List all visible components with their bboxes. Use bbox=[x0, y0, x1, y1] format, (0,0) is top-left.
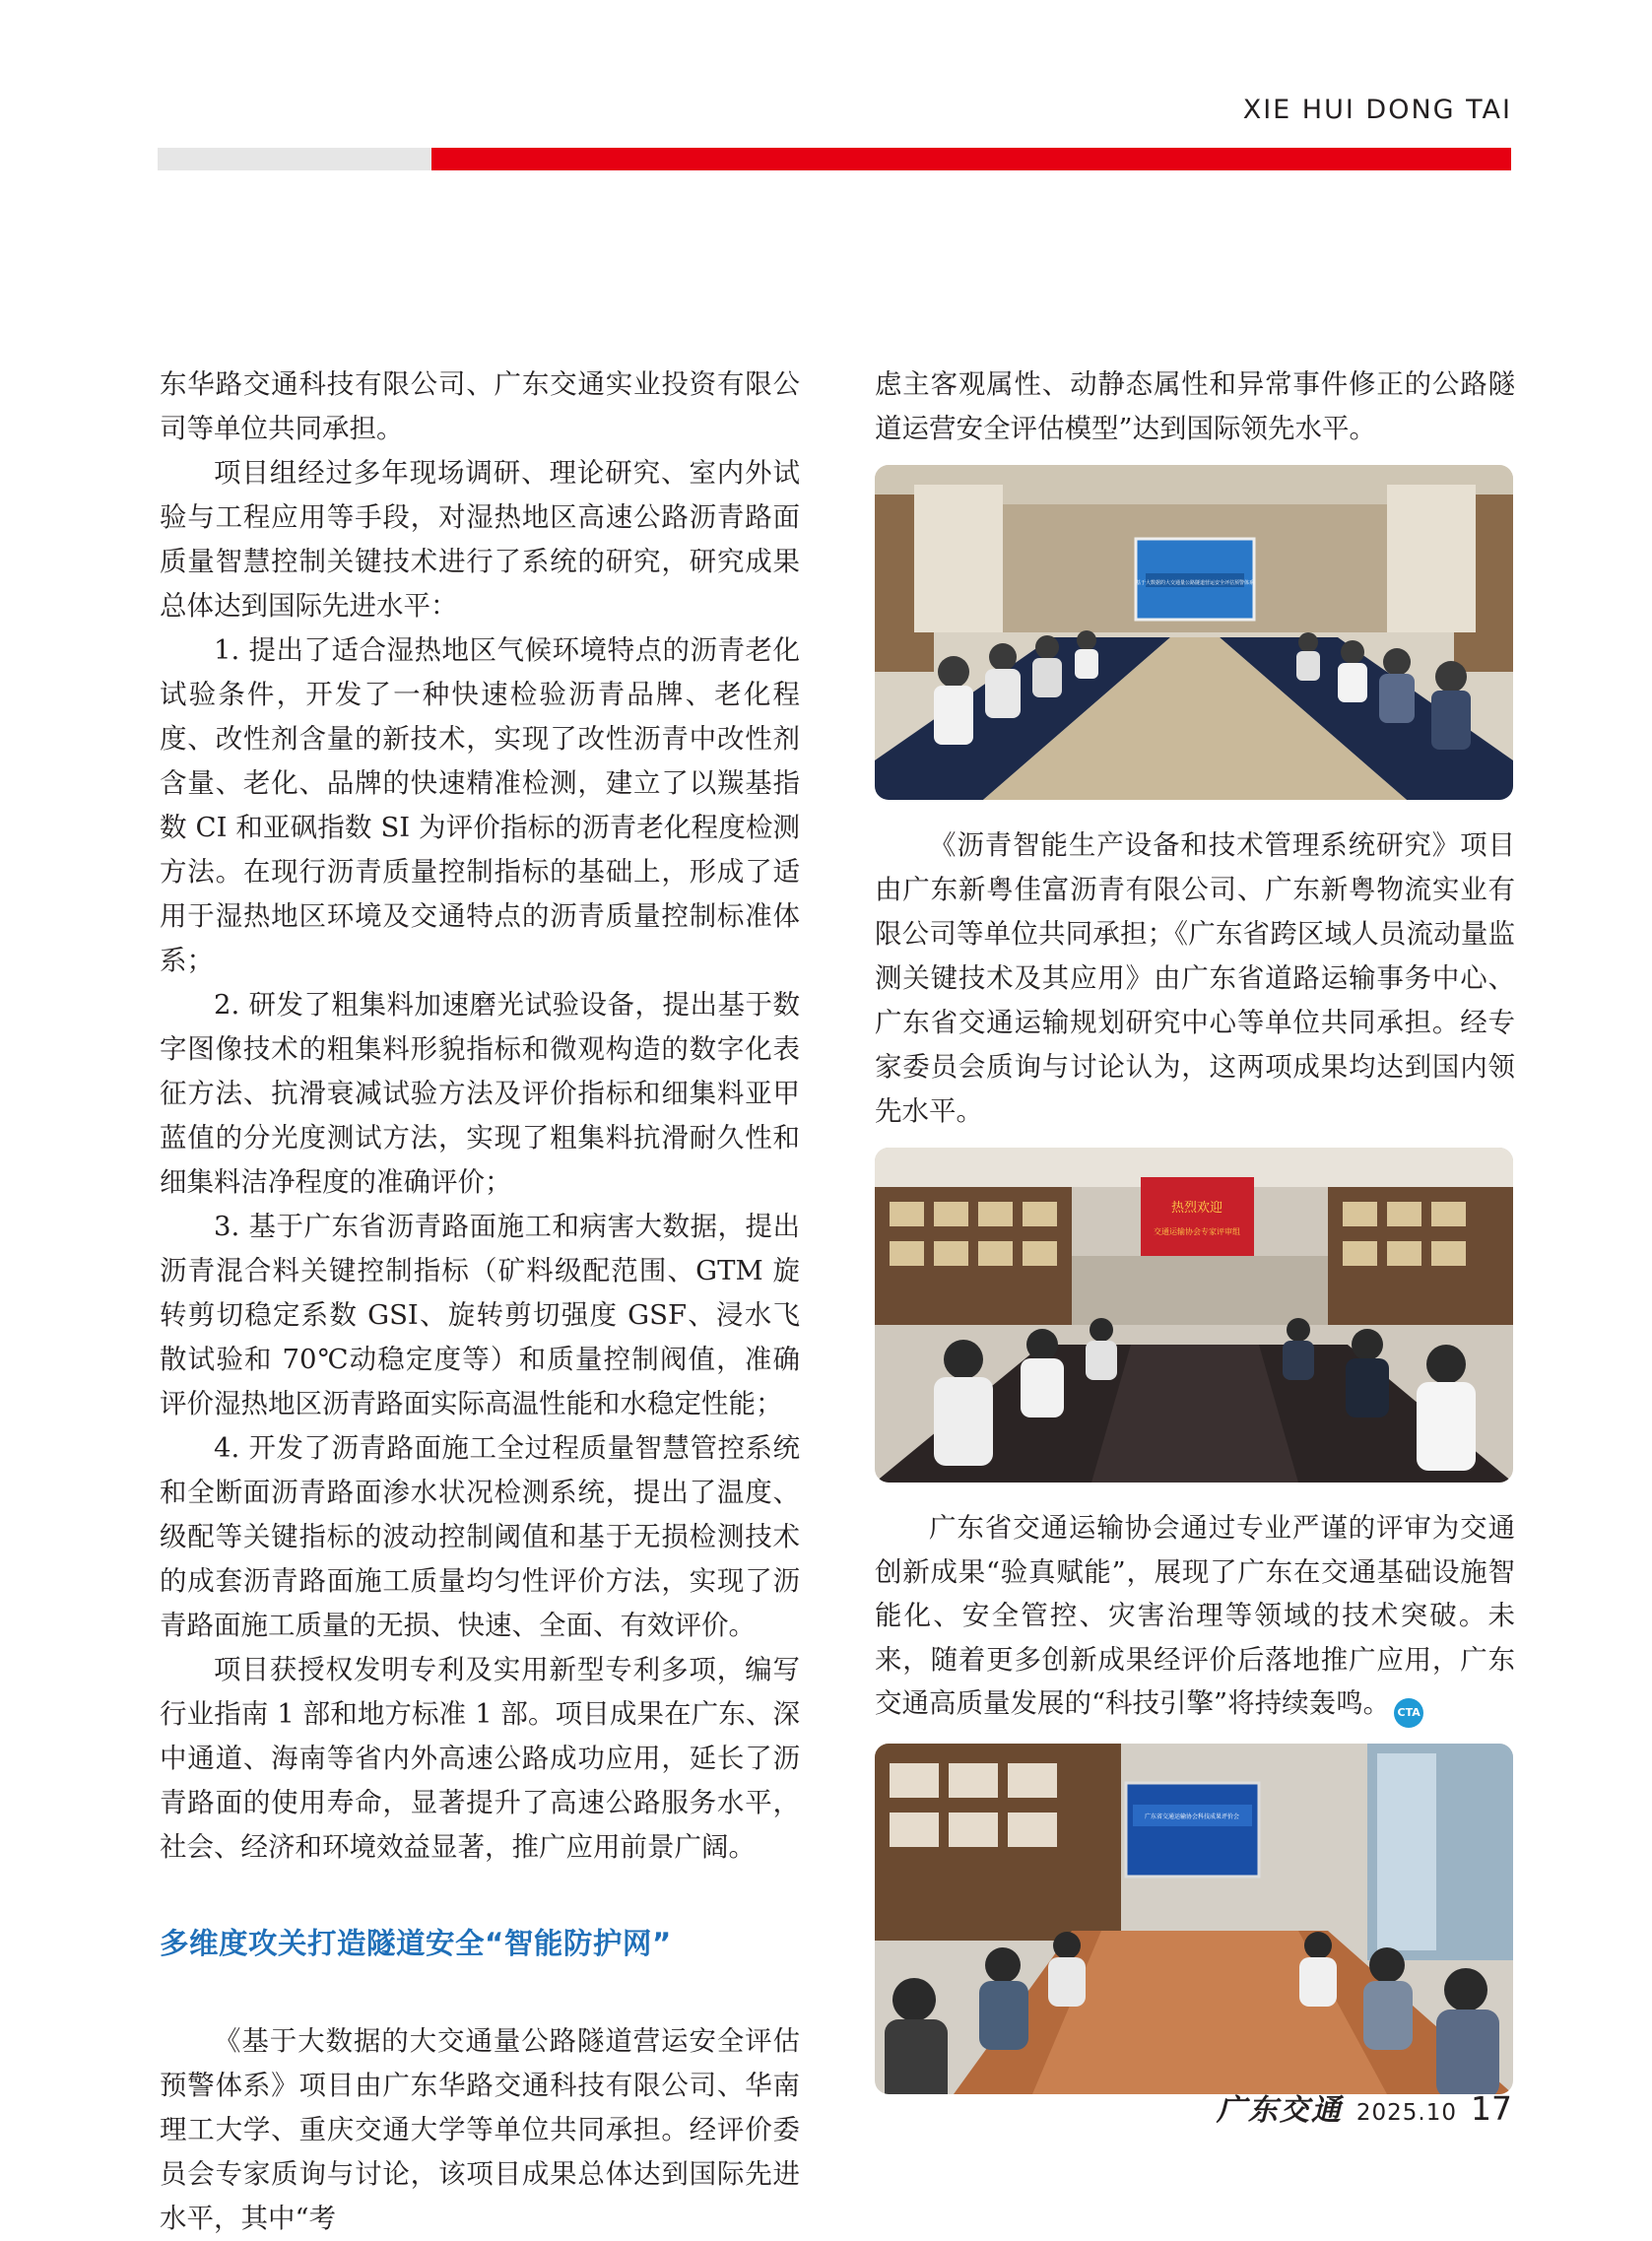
meeting-photo-1 bbox=[875, 465, 1513, 800]
paragraph-finding-1: 1. 提出了适合湿热地区气候环境特点的沥青老化试验条件，开发了一种快速检验沥青品牌、老化程度、改性剂含量的新技术，实现了改性沥青中改性剂含量、老化、品牌的快速精准检测，建立了以羰基指数 CI 和亚砜指数 SI 为评价指标的沥青老化程度检测方法。在现行沥青质量控制指标的基础上，形成了适用于湿热地区环境及交通特点的沥青质量控制标准体系； bbox=[160, 634, 800, 976]
paragraph-finding-3: 3. 基于广东省沥青路面施工和病害大数据，提出沥青混合料关键控制指标（矿料级配范围、GTM 旋转剪切稳定系数 GSI、旋转剪切强度 GSF、浸水飞散试验和 70℃动稳定度等）和质量控制阀值，准确评价湿热地区沥青路面实际高温性能和水稳定性能； bbox=[160, 1211, 800, 1419]
paragraph-finding-2: 2. 研发了粗集料加速磨光试验设备，提出基于数字图像技术的粗集料形貌指标和微观构造的数字化表征方法、抗滑衰减试验方法及评价指标和细集料亚甲蓝值的分光度测试方法，实现了粗集料抗滑耐久性和细集料洁净程度的准确评价； bbox=[160, 989, 800, 1198]
issue-date: 2025.10 bbox=[1355, 2100, 1457, 2126]
cta-logo-icon: CTA bbox=[1394, 1698, 1423, 1728]
photo-2-banner-line2: 交通运输协会专家评审组 bbox=[1154, 1227, 1240, 1236]
paragraph-continued: 东华路交通科技有限公司、广东交通实业投资有限公司等单位共同承担。 bbox=[160, 368, 800, 444]
meeting-photo-2-illustration bbox=[875, 1148, 1513, 1483]
meeting-photo-1-illustration bbox=[875, 465, 1513, 800]
paragraph-tunnel-continued: 虑主客观属性、动静态属性和异常事件修正的公路隧道运营安全评估模型”达到国际领先水平。 bbox=[875, 368, 1515, 444]
left-column bbox=[160, 363, 800, 2241]
photo-1-screen-text: 基于大数据的大交通量公路隧道营运安全评估预警体系 bbox=[1135, 580, 1255, 586]
paragraph-overview: 项目组经过多年现场调研、理论研究、室内外试验与工程应用等手段，对湿热地区高速公路沥青路面质量智慧控制关键技术进行了系统的研究，研究成果总体达到国际先进水平： bbox=[160, 457, 800, 622]
running-title: XIE HUI DONG TAI bbox=[1242, 95, 1512, 125]
paragraph-finding-4: 4. 开发了沥青路面施工全过程质量智慧管控系统和全断面沥青路面渗水状况检测系统，提出了温度、级配等关键指标的波动控制阈值和基于无损检测技术的成套沥青路面施工质量均匀性评价方法，实现了沥青路面施工质量的无损、快速、全面、有效评价。 bbox=[160, 1432, 800, 1641]
header-band-red bbox=[431, 148, 1511, 170]
magazine-name: 广东交通 bbox=[1216, 2093, 1343, 2128]
section-heading: 多维度攻关打造隧道安全“智能防护网” bbox=[160, 1927, 672, 1960]
paragraph-conclusion bbox=[875, 1506, 1515, 1728]
header-band-gray bbox=[158, 148, 431, 170]
paragraph-asphalt-projects: 《沥青智能生产设备和技术管理系统研究》项目由广东新粤佳富沥青有限公司、广东新粤物流实业有限公司等单位共同承担；《广东省跨区域人员流动量监测关键技术及其应用》由广东省道路运输事务中心、广东省交通运输规划研究中心等单位共同承担。经专家委员会质询与讨论认为，这两项成果均达到国内领先水平。 bbox=[875, 829, 1515, 1127]
photo-3-screen-text: 广东省交通运输协会科技成果评价会 bbox=[1144, 1813, 1240, 1821]
paragraph-tunnel-project: 《基于大数据的大交通量公路隧道营运安全评估预警体系》项目由广东华路交通科技有限公司、华南理工大学、重庆交通大学等单位共同承担。经评价委员会专家质询与讨论，该项目成果总体达到国际先进水平，其中“考 bbox=[160, 2025, 800, 2234]
right-column bbox=[875, 363, 1515, 2118]
conclusion-text: 广东省交通运输协会通过专业严谨的评审为交通创新成果“验真赋能”，展现了广东在交通基础设施智能化、安全管控、灾害治理等领域的技术突破。未来，随着更多创新成果经评价后落地推广应用，广东交通高质量发展的“科技引擎”将持续轰鸣。 bbox=[875, 1512, 1515, 1720]
photo-2-banner-line1: 热烈欢迎 bbox=[1170, 1201, 1223, 1216]
page-footer bbox=[1217, 2085, 1512, 2129]
meeting-photo-2 bbox=[875, 1148, 1513, 1483]
paragraph-patents: 项目获授权发明专利及实用新型专利多项，编写行业指南 1 部和地方标准 1 部。项目成果在广东、深中通道、海南等省内外高速公路成功应用，延长了沥青路面的使用寿命，显著提升了高速公路服务水平，社会、经济和环境效益显著，推广应用前景广阔。 bbox=[160, 1654, 800, 1863]
meeting-photo-3-illustration bbox=[875, 1744, 1513, 2094]
meeting-photo-3 bbox=[875, 1744, 1513, 2094]
page-number: 17 bbox=[1471, 2089, 1512, 2128]
